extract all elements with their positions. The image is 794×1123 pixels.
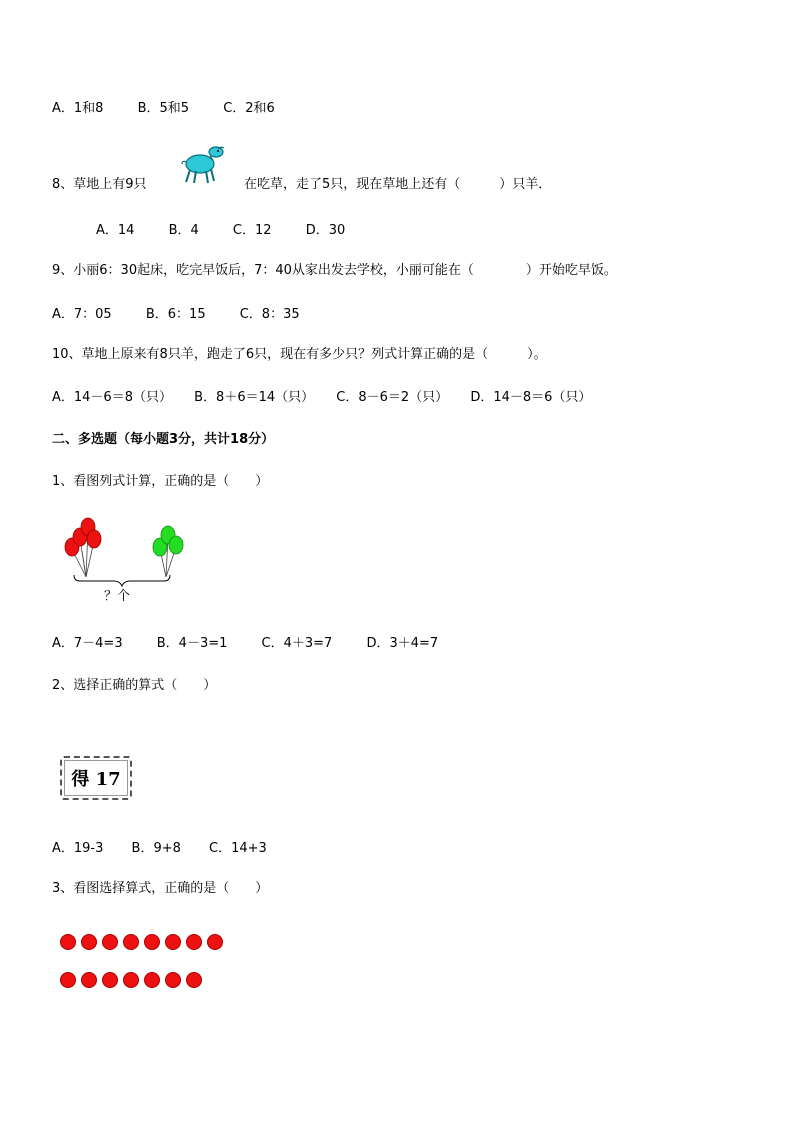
q9-option-a[interactable]: A．7：05 (52, 307, 112, 322)
m1-question: 1、看图列式计算，正确的是（ ） (52, 474, 269, 489)
q8-option-a[interactable]: A．14 (96, 223, 135, 238)
m1-option-b[interactable]: B．4－3=1 (156, 636, 228, 651)
red-dot (60, 934, 76, 950)
q9-question: 9、小丽6：30起床，吃完早饭后，7：40从家出发去学校，小丽可能在（ ）开始吃早饭。 (52, 263, 617, 278)
red-dot (165, 934, 181, 950)
m2-option-b[interactable]: B．9+8 (131, 841, 181, 856)
q10-question: 10、草地上原来有8只羊，跑走了6只，现在有多少只？列式计算正确的是（ ）。 (52, 347, 547, 362)
red-dot (81, 934, 97, 950)
q8-option-b[interactable]: B．4 (168, 223, 199, 238)
m2-options (52, 840, 267, 858)
m3-question: 3、看图选择算式，正确的是（ ） (52, 881, 269, 896)
red-dot (123, 934, 139, 950)
m1-option-d[interactable]: D．3＋4=7 (366, 636, 439, 651)
sheep-icon (180, 140, 228, 186)
red-dot (60, 972, 76, 988)
q10-options (52, 389, 591, 407)
red-dot (186, 972, 202, 988)
red-dot (123, 972, 139, 988)
red-dot (102, 934, 118, 950)
red-dot (207, 934, 223, 950)
red-dot (186, 934, 202, 950)
q9-option-b[interactable]: B．6：15 (145, 307, 206, 322)
m2-option-c[interactable]: C．14+3 (209, 841, 267, 856)
q8-options (96, 222, 345, 240)
q9-option-c[interactable]: C．8：35 (239, 307, 300, 322)
q8-question-start: 8、草地上有9只 (52, 177, 147, 192)
red-dot (102, 972, 118, 988)
m1-figure-label: ？个 (104, 589, 131, 604)
dots-row-2 (60, 972, 202, 988)
m1-option-a[interactable]: A．7－4=3 (52, 636, 123, 651)
q7-option-c[interactable]: C．2和6 (223, 101, 275, 116)
m2-question: 2、选择正确的算式（ ） (52, 678, 217, 693)
q10-option-a[interactable]: A．14－6＝8（只） (52, 390, 172, 405)
m1-option-c[interactable]: C．4＋3=7 (261, 636, 333, 651)
q7-option-a[interactable]: A．1和8 (52, 101, 104, 116)
q10-option-b[interactable]: B．8＋6＝14（只） (194, 390, 315, 405)
m2-option-a[interactable]: A．19-3 (52, 841, 104, 856)
q8-option-c[interactable]: C．12 (232, 223, 272, 238)
result-stamp: 得 17 (60, 756, 132, 800)
q9-options (52, 306, 300, 324)
q10-option-c[interactable]: C．8－6＝2（只） (336, 390, 449, 405)
red-dot (165, 972, 181, 988)
q8-question-end: 在吃草，走了5只，现在草地上还有（ ）只羊． (244, 177, 552, 192)
q8-option-d[interactable]: D．30 (305, 223, 346, 238)
red-dot (144, 972, 160, 988)
dots-row-1 (60, 934, 223, 950)
q7-options (52, 100, 275, 118)
balloons-figure (60, 515, 190, 587)
q7-option-b[interactable]: B．5和5 (137, 101, 190, 116)
q10-option-d[interactable]: D．14－8＝6（只） (470, 390, 592, 405)
m1-options (52, 635, 438, 653)
section-heading: 二、多选题（每小题3分，共计18分） (52, 432, 275, 447)
red-dot (144, 934, 160, 950)
red-dot (81, 972, 97, 988)
